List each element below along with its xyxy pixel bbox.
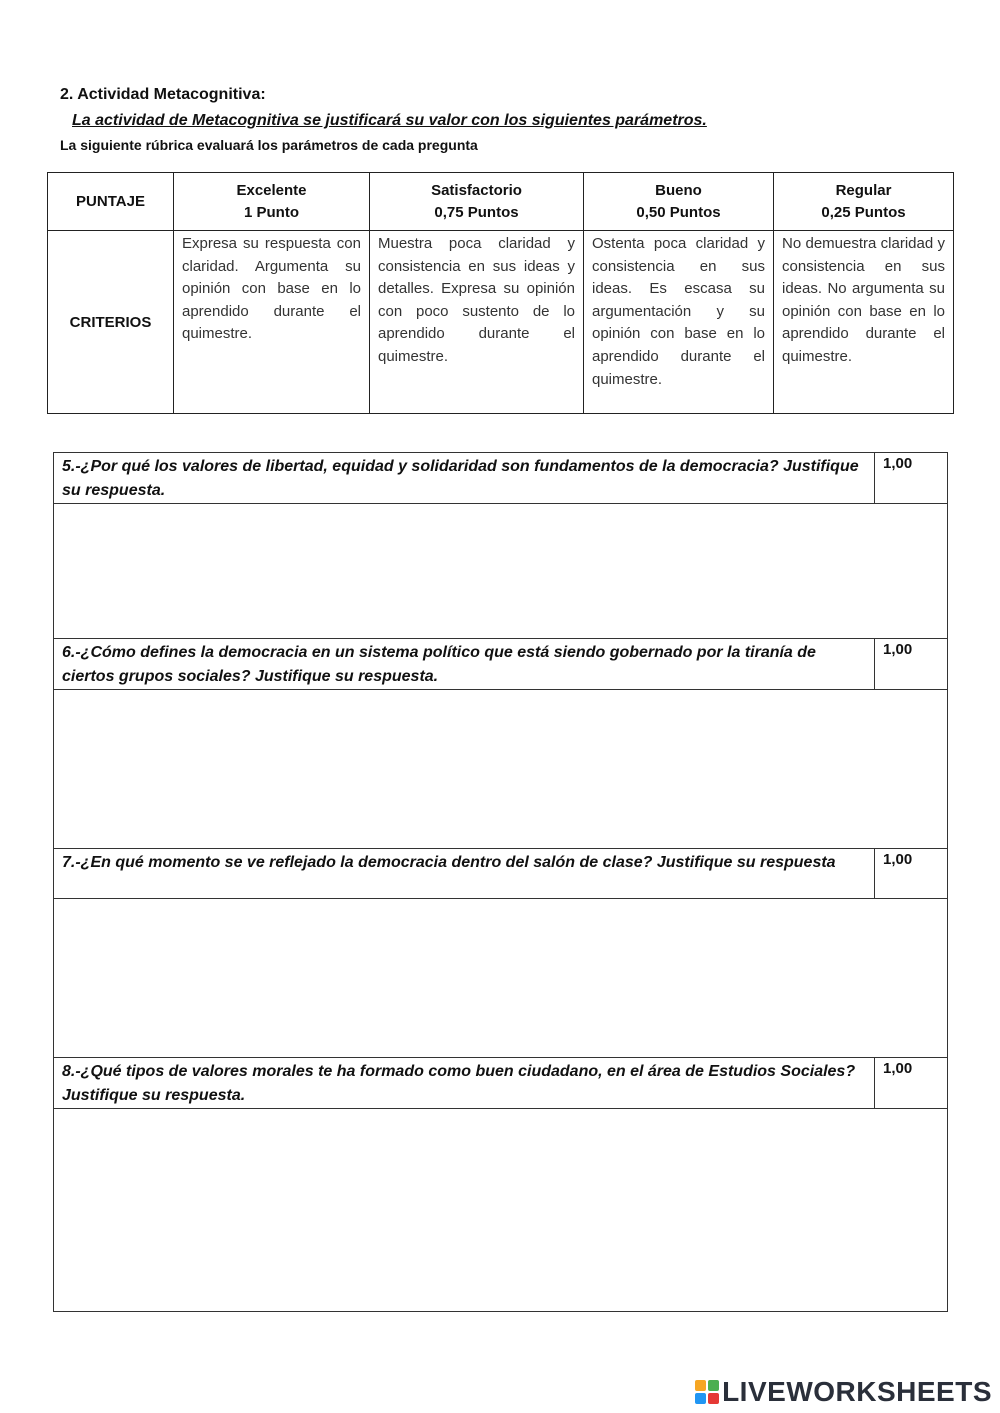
- answer-area[interactable]: [54, 1109, 948, 1312]
- level-points: 0,75 Puntos: [434, 203, 519, 221]
- answer-area[interactable]: [54, 899, 948, 1058]
- rubric-level-header: [774, 173, 954, 231]
- rubric-intro: La siguiente rúbrica evaluará los parámetros de cada pregunta: [60, 137, 478, 153]
- question-row: [54, 639, 948, 690]
- rubric-level-header: [174, 173, 370, 231]
- question-row: [54, 453, 948, 504]
- question-points: 1,00: [875, 639, 948, 690]
- question-text: 6.-¿Cómo defines la democracia en un sistema político que está siendo gobernado por la tiranía de ciertos grupos sociales? Justifique su respuesta.: [54, 639, 875, 690]
- liveworksheets-logo-icon: [694, 1379, 720, 1405]
- section-subtitle: La actividad de Metacognitiva se justificará su valor con los siguientes parámetros.: [72, 112, 707, 129]
- answer-area[interactable]: [54, 504, 948, 639]
- level-points: 0,50 Puntos: [636, 203, 721, 221]
- question-points: 1,00: [875, 1058, 948, 1109]
- rubric-level-header: [584, 173, 774, 231]
- level-name: Satisfactorio: [431, 181, 522, 199]
- liveworksheets-logo: [694, 1376, 992, 1408]
- rubric-criteria-cell: Expresa su respuesta con claridad. Argumenta su opinión con base en lo aprendido durante el quimestre.: [174, 231, 370, 414]
- question-text: 5.-¿Por qué los valores de libertad, equidad y solidaridad son fundamentos de la democracia? Justifique su respuesta.: [54, 453, 875, 504]
- rubric-row-header: PUNTAJE: [48, 173, 174, 231]
- section-title: 2. Actividad Metacognitiva:: [60, 86, 266, 103]
- rubric-header-row: [48, 173, 954, 231]
- rubric-table: [47, 172, 954, 414]
- level-name: Excelente: [236, 181, 307, 199]
- level-name: Regular: [835, 181, 892, 199]
- rubric-criteria-row: [48, 231, 954, 414]
- question-row: [54, 1058, 948, 1109]
- question-text: 7.-¿En qué momento se ve reflejado la democracia dentro del salón de clase? Justifique su respuesta: [54, 849, 875, 899]
- level-points: 0,25 Puntos: [821, 203, 906, 221]
- answer-area[interactable]: [54, 690, 948, 849]
- rubric-criteria-cell: Muestra poca claridad y consistencia en sus ideas y detalles. Expresa su opinión con poco sustento de lo aprendido durante el quimestre.: [370, 231, 584, 414]
- logo-text: LIVEWORKSHEETS: [722, 1376, 992, 1407]
- rubric-criteria-cell: No demuestra claridad y consistencia en sus ideas. No argumenta su opinión con base en lo aprendido durante el quimestre.: [774, 231, 954, 414]
- rubric-row-label: CRITERIOS: [48, 231, 174, 414]
- question-text: 8.-¿Qué tipos de valores morales te ha formado como buen ciudadano, en el área de Estudios Sociales? Justifique su respuesta.: [54, 1058, 875, 1109]
- level-name: Bueno: [655, 181, 702, 199]
- questions-table: [53, 452, 948, 1312]
- rubric-level-header: [370, 173, 584, 231]
- question-row: [54, 849, 948, 899]
- question-points: 1,00: [875, 849, 948, 899]
- level-points: 1 Punto: [244, 203, 299, 221]
- question-points: 1,00: [875, 453, 948, 504]
- rubric-criteria-cell: Ostenta poca claridad y consistencia en sus ideas. Es escasa su argumentación y su opinión con base en lo aprendido durante el quimestre.: [584, 231, 774, 414]
